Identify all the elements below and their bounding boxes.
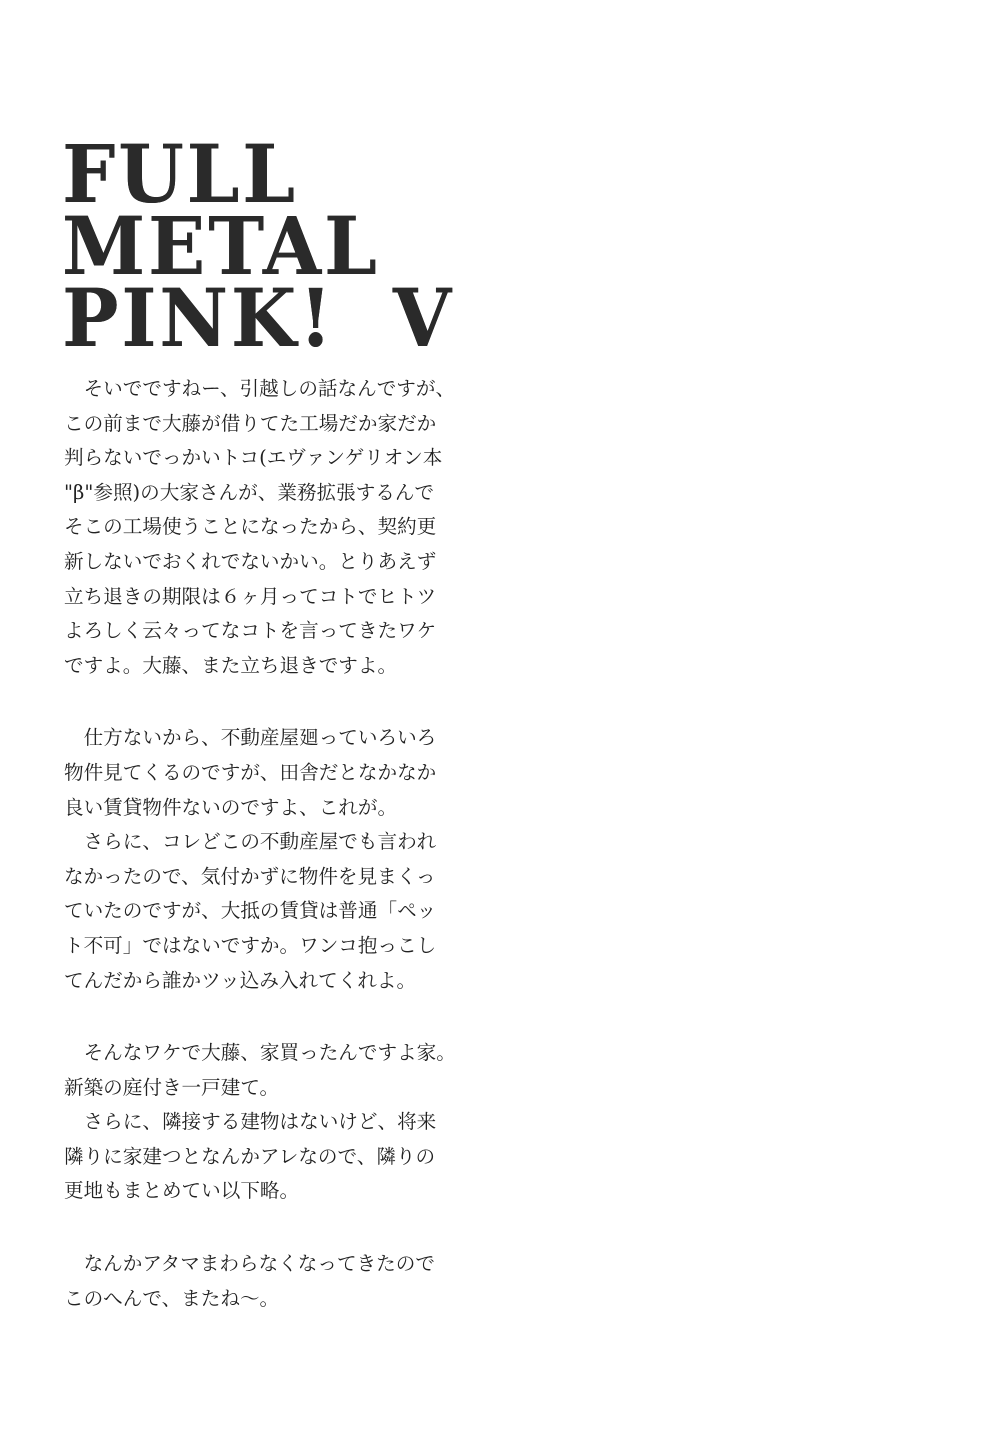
paragraph-2 [64,721,464,998]
body-text [64,372,464,1316]
text-line: 物件見てくるのですが、田舎だとなかなか [64,760,437,784]
text-line: ト不可」ではないですか。ワンコ抱っこし [64,933,437,957]
text-line: 判らないでっかいトコ(エヴァンゲリオン本 [64,446,443,470]
text-line: なかったので、気付かずに物件を見まくっ [64,864,436,888]
text-line: 立ち退きの期限は６ヶ月ってコトでヒトツ [64,584,437,608]
text-line: なんかアタマまわらなくなってきたので [64,1252,435,1276]
text-line: さらに、隣接する建物はないけど、将来 [64,1110,437,1134]
text-line: てんだから誰かツッ込み入れてくれよ。 [64,968,417,992]
text-line: そこの工場使うことになったから、契約更 [64,515,437,539]
paragraph-spacer [64,1209,464,1247]
text-line: 良い賃貸物件ないのですよ、これが。 [64,795,398,819]
title-line-3: PINK! V [62,271,455,365]
text-line: そいでですねー、引越しの話なんですが、 [64,377,456,400]
text-line: ていたのですが、大抵の賃貸は普通「ペッ [64,899,437,923]
text-line: "β"参照)の大家さんが、業務拡張するんで [64,480,435,504]
page-title [62,127,482,365]
title-line-2: METAL [62,199,380,293]
text-line: ですよ。大藤、また立ち退きですよ。 [64,653,398,677]
text-line: 新築の庭付き一戸建て。 [64,1075,280,1099]
text-line: 更地もまとめてい以下略。 [64,1179,300,1203]
text-line: 隣りに家建つとなんかアレなので、隣りの [64,1144,436,1168]
paragraph-spacer [64,683,464,721]
title-line-1: FULL [62,127,298,221]
text-line: よろしく云々ってなコトを言ってきたワケ [64,619,437,643]
text-line: このへんで、またね～。 [64,1286,280,1310]
text-line: 新しないでおくれでないかい。とりあえず [64,549,437,573]
text-line: さらに、コレどこの不動産屋でも言われ [64,830,437,854]
paragraph-4 [64,1247,464,1316]
paragraph-1 [64,372,464,683]
paragraph-3 [64,1036,464,1209]
text-line: そんなワケで大藤、家買ったんですよ家。 [64,1041,456,1065]
text-line: 仕方ないから、不動産屋廻っていろいろ [64,726,437,750]
text-line: この前まで大藤が借りてた工場だか家だか [64,411,437,435]
paragraph-spacer [64,998,464,1036]
